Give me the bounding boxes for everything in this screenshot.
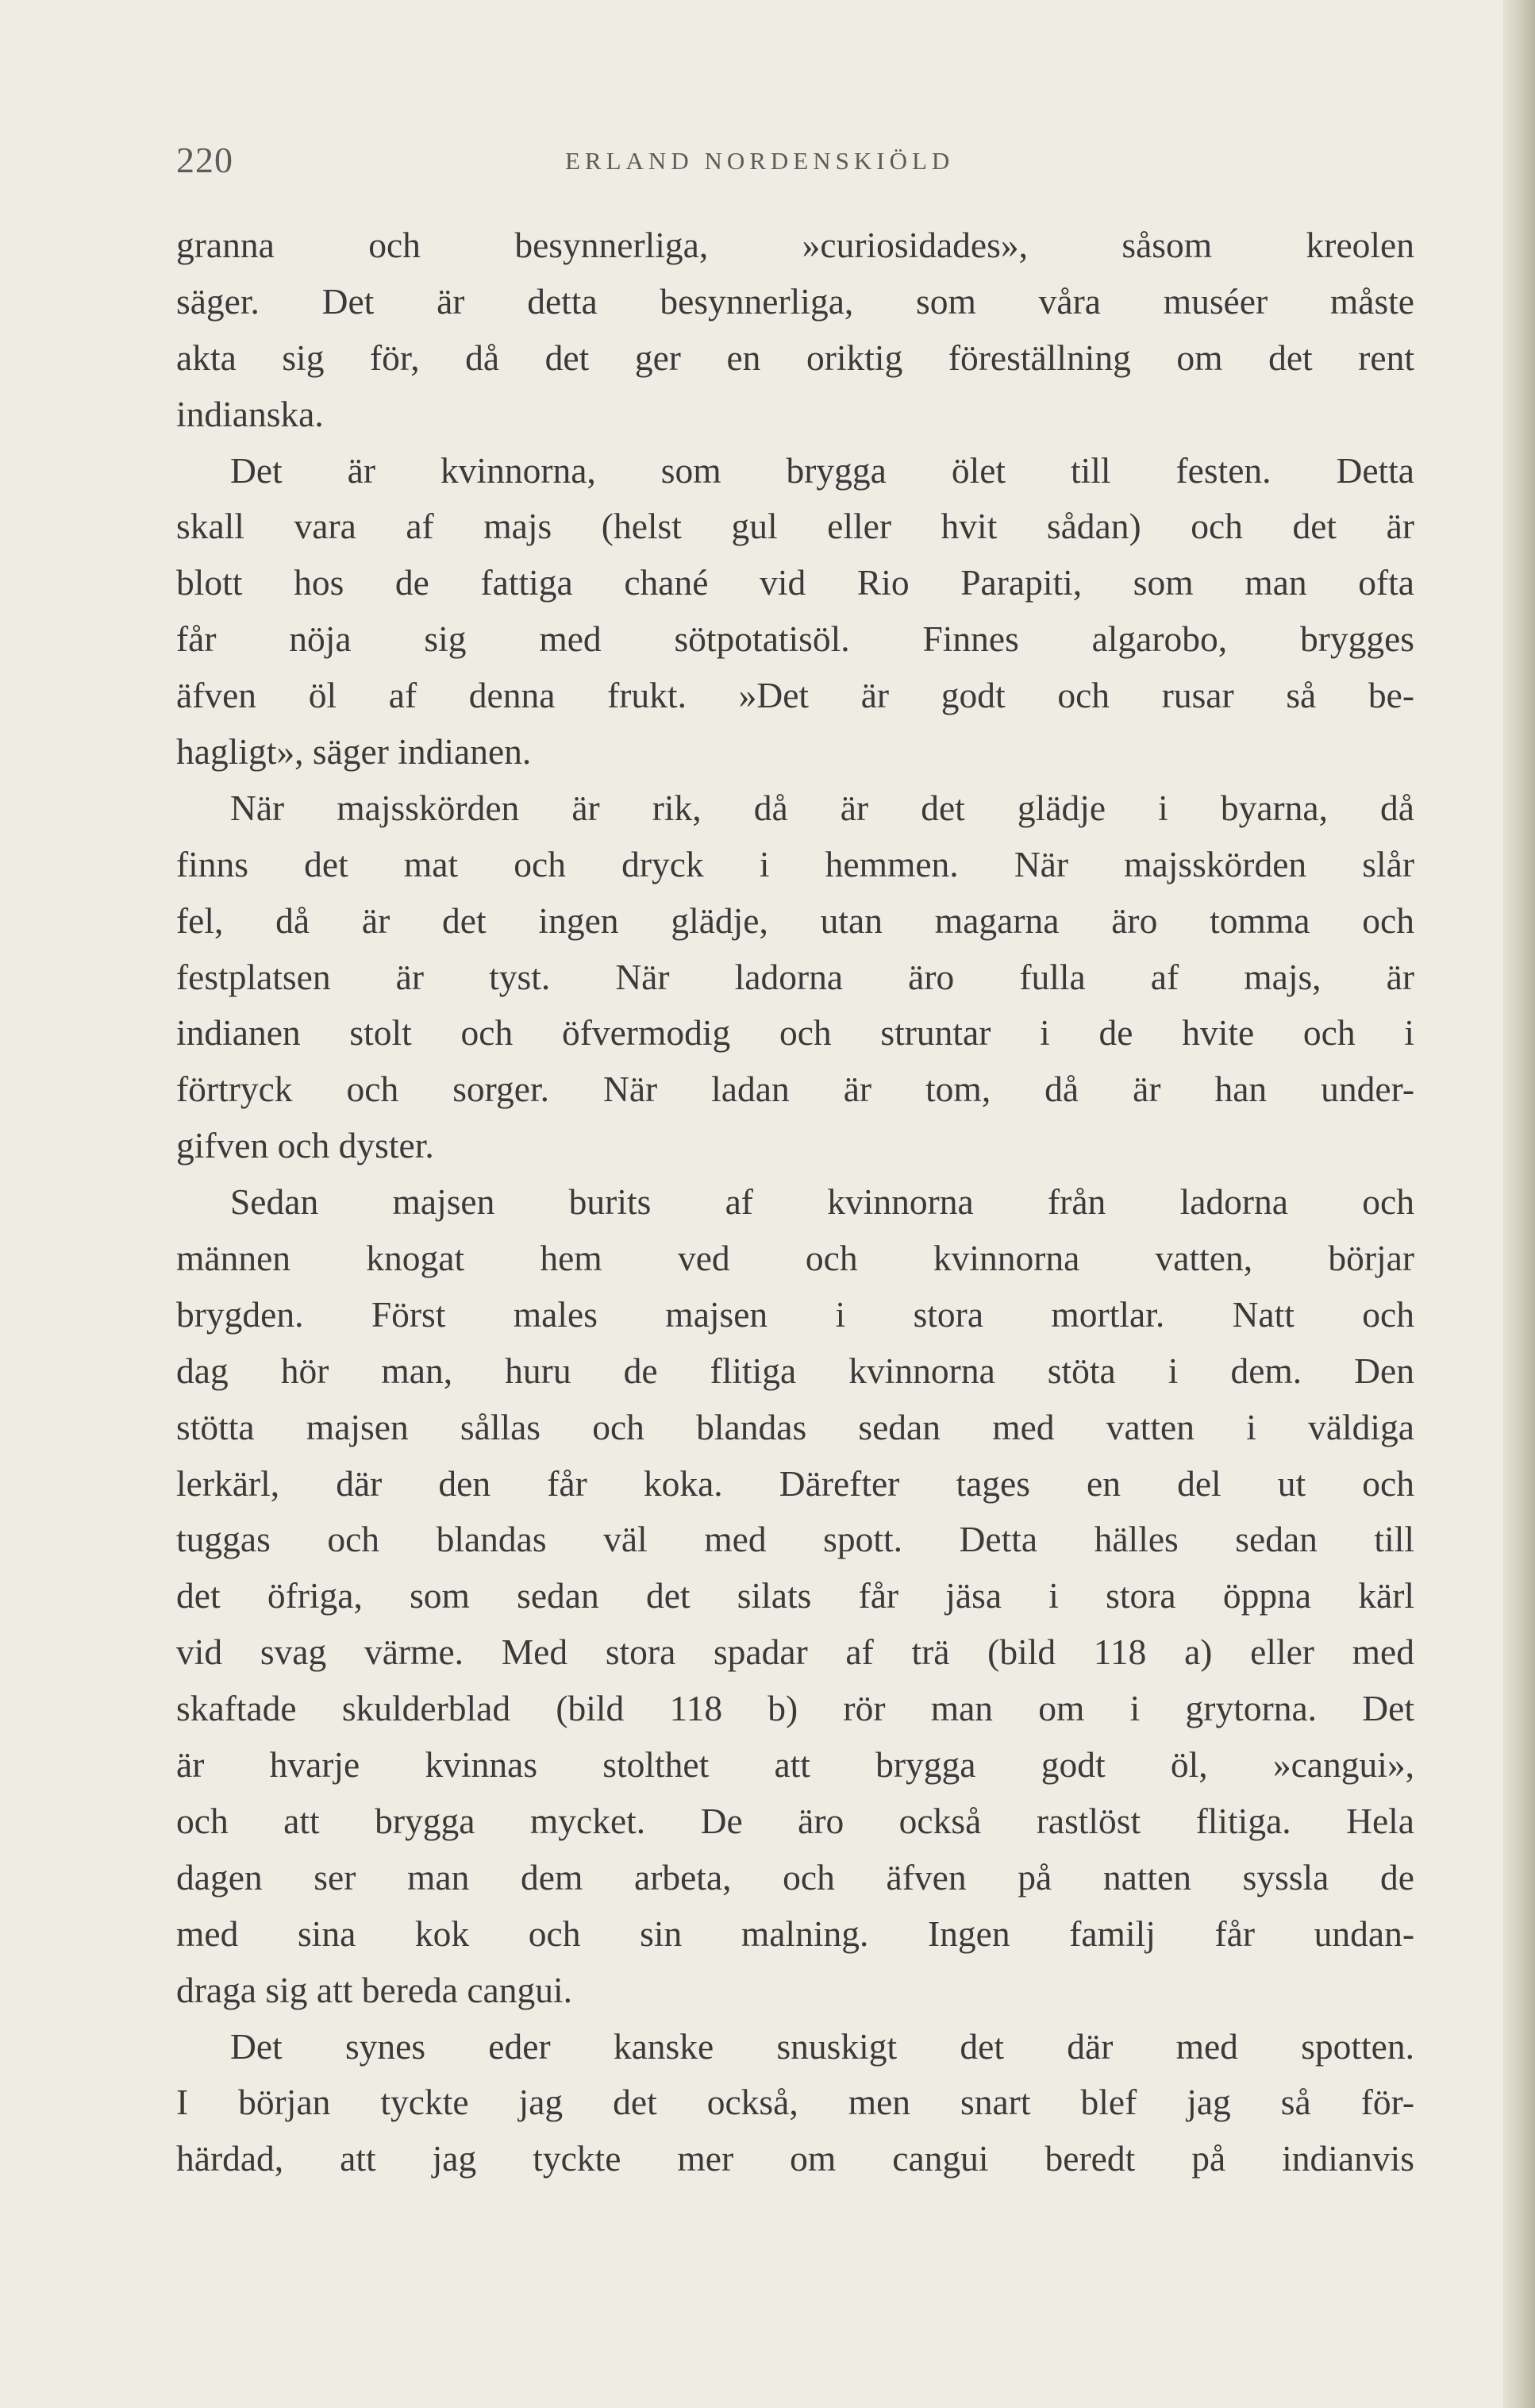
text-line: förtryck och sorger. När ladan är tom, då är han under- xyxy=(176,1069,1414,1110)
text-line: festplatsen är tyst. När ladorna äro fulla af majs, är xyxy=(176,956,1414,997)
text-line: fel, då är det ingen glädje, utan magarna äro tomma och xyxy=(176,900,1414,941)
text-line: Det synes eder kanske snuskigt det där med spotten. xyxy=(230,2025,1414,2067)
text-line: brygden. Först males majsen i stora mortlar. Natt och xyxy=(176,1293,1414,1335)
page-header xyxy=(176,139,1414,195)
text-line: skall vara af majs (helst gul eller hvit sådan) och det är xyxy=(176,506,1414,547)
text-line: akta sig för, då det ger en oriktig föreställning om det rent xyxy=(176,337,1414,378)
text-line: säger. Det är detta besynnerliga, som våra muséer måste xyxy=(176,280,1414,322)
text-line: Sedan majsen burits af kvinnorna från ladorna och xyxy=(230,1181,1414,1223)
text-line: lerkärl, där den får koka. Därefter tages en del ut och xyxy=(176,1462,1414,1504)
running-head: ERLAND NORDENSKIÖLD xyxy=(565,147,955,175)
text-line: draga sig att bereda cangui. xyxy=(176,1969,573,2010)
text-line: och att brygga mycket. De äro också rastlöst flitiga. Hela xyxy=(176,1800,1414,1841)
text-line: hagligt», säger indianen. xyxy=(176,731,532,772)
page-edge-shadow xyxy=(1503,0,1535,2408)
page-number: 220 xyxy=(176,140,233,180)
body-text xyxy=(176,218,1414,2187)
text-line: gifven och dyster. xyxy=(176,1125,434,1166)
text-line: stötta majsen sållas och blandas sedan med vatten i väldiga xyxy=(176,1406,1414,1447)
text-line: blott hos de fattiga chané vid Rio Parapiti, som man ofta xyxy=(176,562,1414,603)
text-line: det öfriga, som sedan det silats får jäsa i stora öppna kärl xyxy=(176,1575,1414,1616)
text-line: härdad, att jag tyckte mer om cangui beredt på indianvis xyxy=(176,2138,1414,2179)
text-line: med sina kok och sin malning. Ingen familj får undan- xyxy=(176,1913,1414,1954)
text-line: När majsskörden är rik, då är det glädje i byarna, då xyxy=(230,787,1414,828)
text-line: vid svag värme. Med stora spadar af trä (bild 118 a) eller med xyxy=(176,1632,1414,1673)
text-line: männen knogat hem ved och kvinnorna vatten, börjar xyxy=(176,1238,1414,1279)
text-line: I början tyckte jag det också, men snart blef jag så för- xyxy=(176,2082,1414,2123)
text-line: indianen stolt och öfvermodig och struntar i de hvite och i xyxy=(176,1012,1414,1054)
text-line: är hvarje kvinnas stolthet att brygga godt öl, »cangui», xyxy=(176,1744,1414,1786)
text-line: indianska. xyxy=(176,393,324,434)
text-line: dagen ser man dem arbeta, och äfven på natten syssla de xyxy=(176,1856,1414,1898)
text-line: skaftade skulderblad (bild 118 b) rör man om i grytorna. Det xyxy=(176,1688,1414,1729)
text-line: granna och besynnerliga, »curiosidades», såsom kreolen xyxy=(176,225,1414,265)
text-line: får nöja sig med sötpotatisöl. Finnes algarobo, brygges xyxy=(176,618,1414,660)
text-line: Det är kvinnorna, som brygga ölet till festen. Detta xyxy=(230,449,1414,491)
text-line: äfven öl af denna frukt. »Det är godt och rusar så be- xyxy=(176,675,1414,716)
text-line: dag hör man, huru de flitiga kvinnorna stöta i dem. Den xyxy=(176,1350,1414,1391)
text-line: finns det mat och dryck i hemmen. När majsskörden slår xyxy=(176,843,1414,884)
text-line: tuggas och blandas väl med spott. Detta hälles sedan till xyxy=(176,1519,1414,1560)
